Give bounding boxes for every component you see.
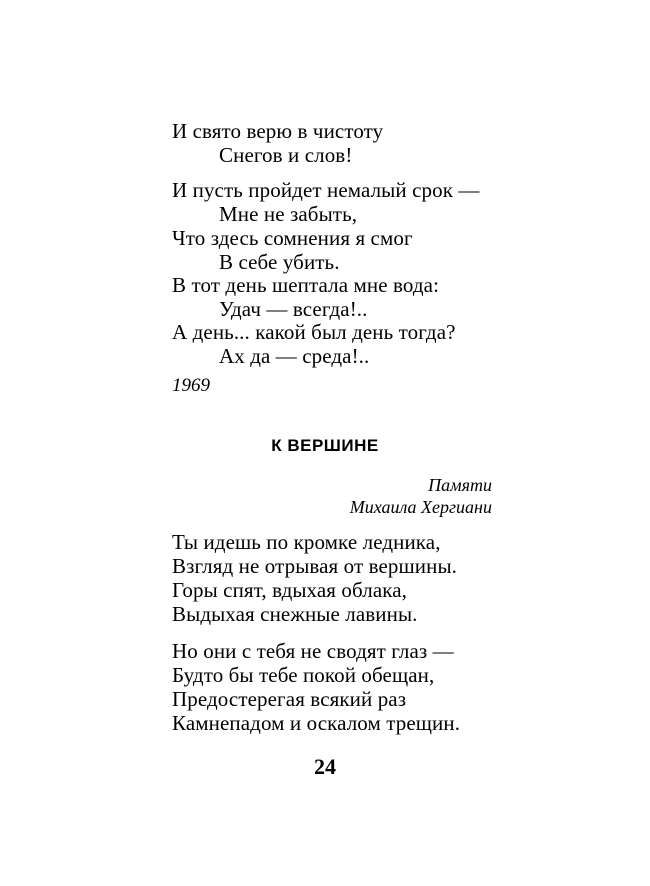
verse-line: Мне не забыть, (219, 202, 358, 226)
dedication-line: Михаила Хергиани (349, 497, 492, 517)
verse-line: И свято верю в чистоту (172, 119, 384, 143)
verse-line: Предостерегая всякий раз (172, 687, 407, 711)
verse-line: Ах да — среда!.. (219, 344, 370, 368)
verse-line: Горы спят, вдыхая облака, (172, 578, 408, 602)
verse-line: В себе убить. (219, 250, 340, 274)
dedication-line: Памяти (428, 475, 492, 495)
verse-line: Что здесь сомнения я смог (172, 226, 413, 250)
verse-line: Удач — всегда!.. (219, 297, 368, 321)
verse-line: И пусть пройдет немалый срок — (172, 178, 480, 202)
verse-line: Снегов и слов! (219, 143, 353, 167)
verse-line: Взгляд не отрывая от вершины. (172, 554, 458, 578)
verse-line: Но они с тебя не сводят глаз — (172, 639, 454, 663)
verse-line: Ты идешь по кромке ледника, (172, 530, 441, 554)
page-number: 24 (314, 754, 336, 779)
verse-line: А день... какой был день тогда? (172, 320, 456, 344)
verse-line: В тот день шептала мне вода: (172, 273, 440, 297)
poem-title: К ВЕРШИНЕ (271, 436, 379, 455)
verse-line: Выдыхая снежные лавины. (172, 602, 418, 626)
poem-year: 1969 (172, 375, 210, 396)
verse-line: Будто бы тебе покой обещан, (172, 663, 435, 687)
verse-line: Камнепадом и оскалом трещин. (172, 711, 461, 735)
